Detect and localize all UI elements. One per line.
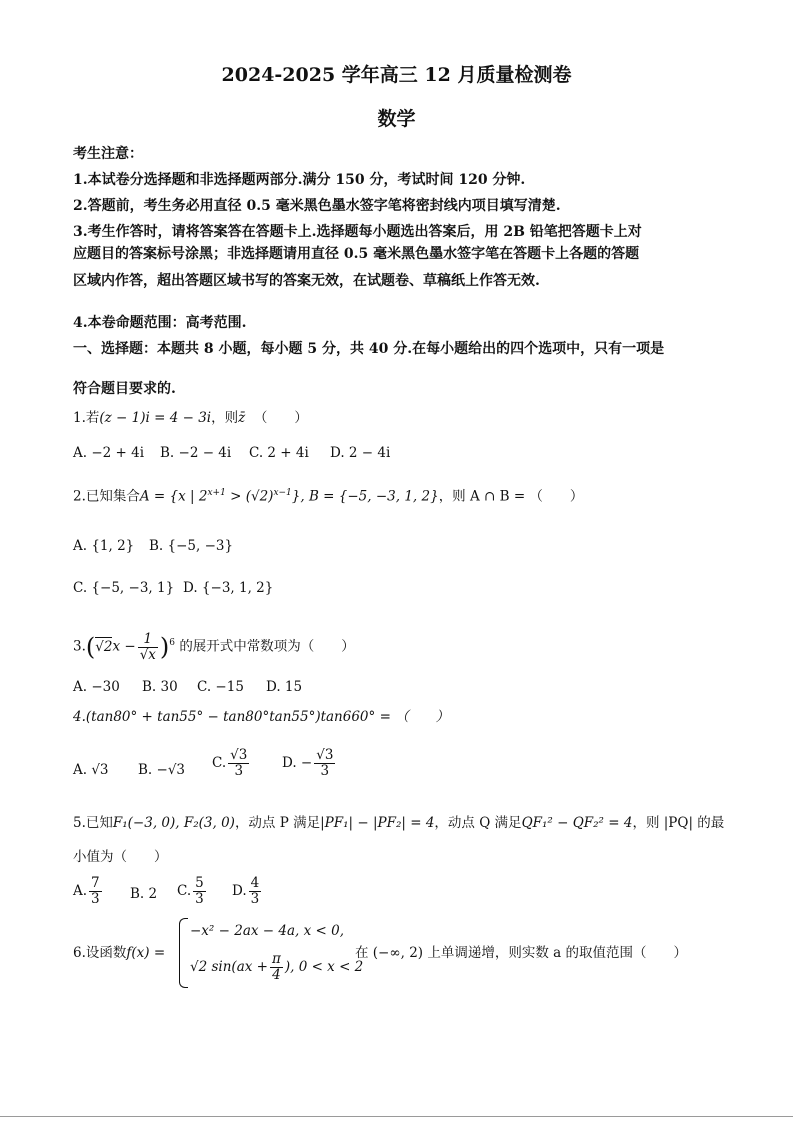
q1-blank: （ ） [253, 410, 308, 426]
notice-item-3-line1: 3.考生作答时，请将答案答在答题卡上.选择题每小题选出答案后，用 2B 铅笔把答题卡上对 [73, 224, 642, 240]
q5-text-1: ，动点 P 满足 [234, 815, 321, 831]
q4-c-denominator: 3 [234, 763, 244, 779]
q6-case-2 [190, 952, 363, 983]
q5-option-c-label: C. [177, 883, 192, 899]
q5-a-denominator: 3 [91, 891, 100, 907]
notice-item-3-line2: 应题目的答案标号涂黑；非选择题请用直径 0.5 毫米黑色墨水签字笔在答题卡上各题的答题 [73, 246, 640, 262]
q2-set-a: A = {x | 2 [139, 488, 208, 505]
q2-option-b: B. {−5, −3} [149, 538, 234, 554]
exam-title: 2024-2025 学年高三 12 月质量检测卷 [221, 64, 572, 86]
q6-four: 4 [272, 967, 281, 983]
question-5-line1 [73, 813, 724, 833]
question-1 [73, 408, 308, 428]
q4-option-d-label: D. − [282, 755, 313, 771]
q5-condition-p: |PF₁| − |PF₂| = 4 [320, 815, 435, 831]
footer-rule [0, 1116, 793, 1117]
question-3: 3.(√2x − $\frac{1}{√x}$ )$^6$ 的展开式中常数项为（ ） [73, 630, 355, 663]
q1-option-a: A. −2 + 4i [73, 445, 145, 461]
q4-option-c [212, 748, 251, 779]
q3-option-c: C. −15 [197, 679, 244, 695]
q1-option-b: B. −2 − 4i [160, 445, 232, 461]
notice-heading: 考生注意： [73, 146, 143, 162]
q6-case-1: −x² − 2ax − 4a, x < 0, [190, 923, 344, 939]
notice-item-3-line3: 区域内作答，超出答题区域书写的答案无效，在试题卷、草稿纸上作答无效. [73, 273, 540, 289]
q6-case-2-a: √2 sin(ax + [190, 959, 268, 975]
q3-text: 的展开式中常数项为（ ） [179, 638, 355, 655]
q3-prefix: 3. [73, 638, 86, 655]
q2-prefix: 2.已知集合 [73, 488, 140, 505]
q4-c-numerator: √3 [230, 747, 248, 763]
q5-option-a-label: A. [73, 883, 88, 899]
q6-case-2-b: ), 0 < x < 2 [284, 959, 364, 975]
question-5-line2: 小值为（ ） [73, 849, 168, 865]
question-4: 4.(tan80° + tan55° − tan80°tan55°)tan660° = （ ） [73, 709, 450, 725]
q1-option-d: D. 2 − 4i [330, 445, 391, 461]
q1-suffix: ，则 [211, 410, 239, 426]
q6-suffix: 在 (−∞, 2) 上单调递增，则实数 a 的取值范围（ ） [355, 945, 687, 961]
q5-text-3: ，则 |PQ| 的最 [632, 815, 725, 831]
q5-d-denominator: 3 [250, 891, 260, 907]
q3-option-a: A. −30 [73, 679, 120, 695]
notice-item-2: 2.答题前，考生务必用直径 0.5 毫米黑色墨水签字笔将密封线内项目填写清楚. [73, 198, 561, 214]
q5-option-a [73, 876, 104, 907]
piecewise-brace [179, 918, 188, 988]
q5-option-c [177, 876, 208, 907]
q4-option-d [282, 748, 337, 779]
question-6-prefix [73, 943, 165, 963]
q1-target: z̄ [238, 410, 246, 426]
notice-item-4: 4.本卷命题范围：高考范围. [73, 315, 247, 331]
q2-option-d: D. {−3, 1, 2} [183, 580, 274, 596]
subject-title: 数学 [377, 108, 416, 130]
q2-option-c: C. {−5, −3, 1} [73, 580, 175, 596]
q4-option-a: A. √3 [73, 762, 109, 778]
q1-prefix: 1.若 [73, 410, 100, 426]
q3-option-d: D. 15 [266, 679, 303, 695]
q4-d-numerator: √3 [316, 747, 334, 763]
q5-c-denominator: 3 [195, 891, 204, 907]
q6-prefix: 6.设函数 [73, 945, 127, 961]
q5-option-b: B. 2 [130, 886, 158, 902]
q5-c-numerator: 5 [195, 875, 204, 891]
q1-expression: (z − 1)i = 4 − 3i [99, 410, 212, 426]
q5-option-d-label: D. [232, 883, 247, 899]
section-heading-line2: 符合题目要求的. [73, 381, 176, 397]
q3-option-b: B. 30 [142, 679, 178, 695]
q5-condition-q: QF₁² − QF₂² = 4 [521, 815, 633, 831]
q2-set-b: B = {−5, −3, 1, 2} [308, 488, 439, 505]
q4-option-c-label: C. [212, 755, 227, 771]
q5-text-2: ，动点 Q 满足 [434, 815, 522, 831]
q5-foci: F₁(−3, 0), F₂(3, 0) [112, 815, 235, 831]
notice-item-1: 1.本试卷分选择题和非选择题两部分.满分 150 分，考试时间 120 分钟. [73, 172, 526, 188]
section-heading-line1: 一、选择题：本题共 8 小题，每小题 5 分，共 40 分.在每小题给出的四个选项中，只有一项是 [73, 341, 665, 357]
q6-pi: π [271, 951, 281, 967]
q4-d-denominator: 3 [320, 763, 330, 779]
q2-option-a: A. {1, 2} [73, 538, 135, 554]
q2-ask: ，则 A ∩ B = （ ） [438, 488, 584, 505]
q5-a-numerator: 7 [91, 875, 100, 891]
q5-d-numerator: 4 [250, 875, 260, 891]
q5-prefix: 5.已知 [73, 815, 113, 831]
q1-option-c: C. 2 + 4i [249, 445, 309, 461]
q4-option-b: B. −√3 [138, 762, 186, 778]
question-2: 2.已知集合A = {x | $2^{x+1} > (√2)^{x-1}$}, B = {−5, −3, 1, 2}，则 A ∩ B = （ ） [73, 488, 584, 505]
q6-function: f(x) = [126, 945, 166, 961]
q5-option-d [232, 876, 263, 907]
